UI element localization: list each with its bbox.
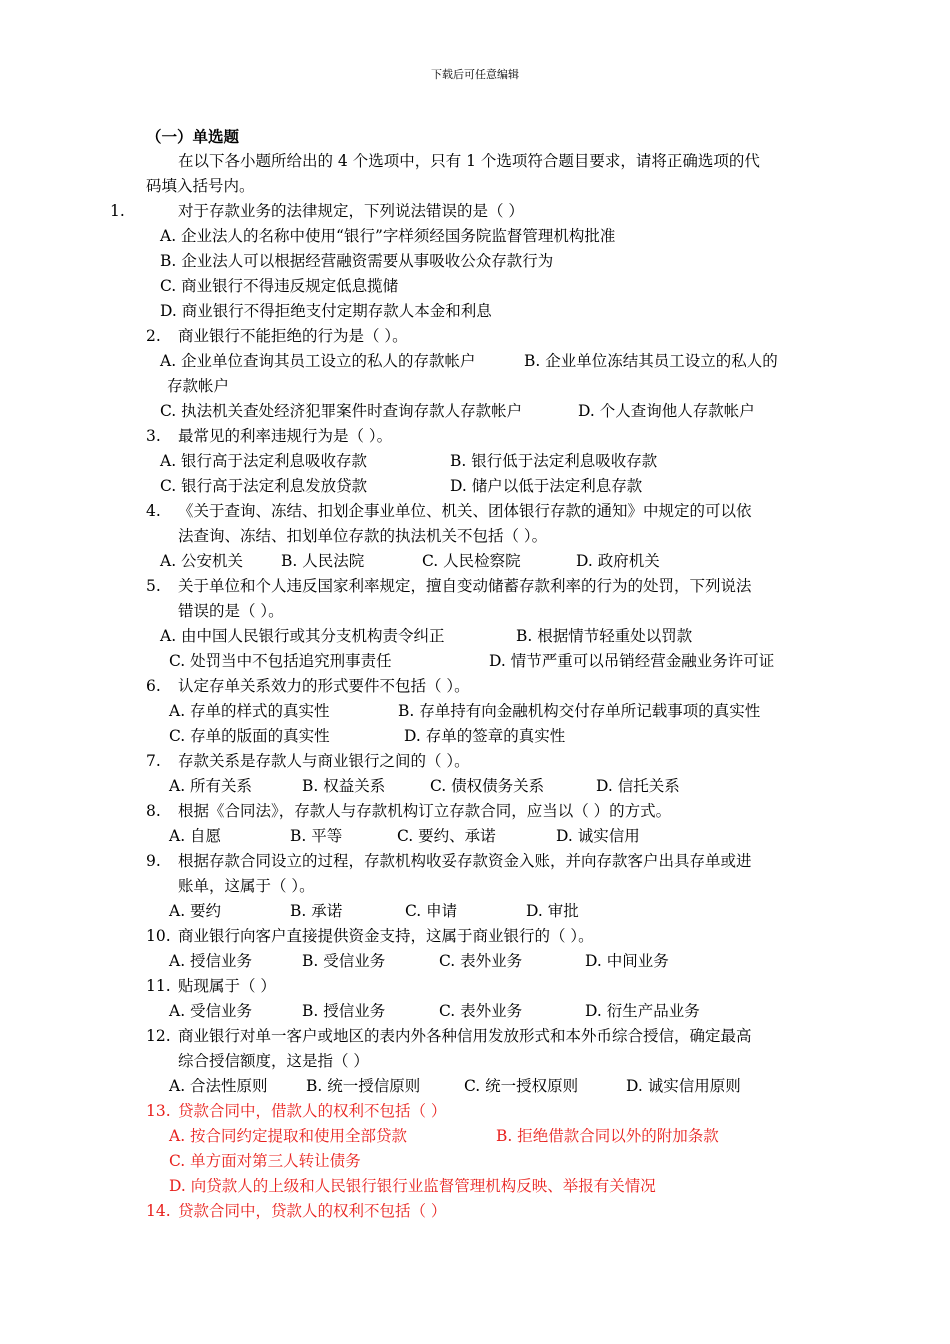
question-number: 4. (146, 502, 161, 520)
question-text: 对于存款业务的法律规定，下列说法错误的是（ ） (178, 202, 524, 220)
option: D. 信托关系 (596, 777, 680, 795)
option: B. 银行低于法定利息吸收存款 (450, 452, 658, 470)
option: D. 个人查询他人存款帐户 (578, 402, 755, 420)
question-text: 贷款合同中，贷款人的权利不包括（ ） (178, 1202, 447, 1220)
option: D. 商业银行不得拒绝支付定期存款人本金和利息 (160, 302, 492, 320)
option: D. 向贷款人的上级和人民银行银行业监督管理机构反映、举报有关情况 (169, 1177, 656, 1195)
option: B. 统一授信原则 (306, 1077, 421, 1095)
question-text: 商业银行向客户直接提供资金支持，这属于商业银行的（ ）。 (178, 927, 594, 945)
option: B. 受信业务 (302, 952, 386, 970)
option: D. 诚实信用 (556, 827, 640, 845)
question-text: 关于单位和个人违反国家利率规定，擅自变动储蓄存款利率的行为的处罚，下列说法 (178, 577, 752, 595)
option: B. 企业单位冻结其员工设立的私人的 (524, 352, 778, 370)
question-number: 2. (146, 327, 161, 345)
question-text: 法查询、冻结、扣划单位存款的执法机关不包括（ ）。 (178, 527, 548, 545)
option: A. 企业法人的名称中使用“银行”字样须经国务院监督管理机构批准 (160, 227, 616, 245)
option: C. 人民检察院 (422, 552, 521, 570)
option: C. 债权债务关系 (430, 777, 545, 795)
option: A. 按合同约定提取和使用全部贷款 (169, 1127, 408, 1145)
option: C. 申请 (405, 902, 458, 920)
question-number: 1. (110, 202, 125, 220)
question-number: 10. (146, 927, 171, 945)
option: D. 情节严重可以吊销经营金融业务许可证 (489, 652, 775, 670)
option: B. 拒绝借款合同以外的附加条款 (496, 1127, 719, 1145)
option: B. 人民法院 (281, 552, 365, 570)
question-text: 存款关系是存款人与商业银行之间的（ ）。 (178, 752, 470, 770)
option: D. 诚实信用原则 (626, 1077, 741, 1095)
question-number: 13. (146, 1102, 171, 1120)
option: C. 表外业务 (439, 952, 523, 970)
option: B. 承诺 (290, 902, 343, 920)
section-title: （一）单选题 (146, 127, 240, 146)
question-text: 综合授信额度，这是指（ ） (178, 1052, 369, 1070)
question-number: 11. (146, 977, 171, 995)
option: C. 单方面对第三人转让债务 (169, 1152, 361, 1170)
option: B. 授信业务 (302, 1002, 386, 1020)
option: B. 平等 (290, 827, 343, 845)
option: A. 自愿 (169, 827, 222, 845)
question-number: 9. (146, 852, 161, 870)
intro-line-1: 在以下各小题所给出的 4 个选项中，只有 1 个选项符合题目要求，请将正确选项的代 (178, 152, 760, 170)
question-number: 3. (146, 427, 161, 445)
option: D. 存单的签章的真实性 (404, 727, 566, 745)
question-number: 14. (146, 1202, 171, 1220)
option: C. 执法机关查处经济犯罪案件时查询存款人存款帐户 (160, 402, 523, 420)
option: C. 统一授权原则 (464, 1077, 579, 1095)
option: C. 要约、承诺 (397, 827, 496, 845)
question-number: 5. (146, 577, 161, 595)
option: D. 审批 (526, 902, 579, 920)
question-number: 7. (146, 752, 161, 770)
option: C. 银行高于法定利息发放贷款 (160, 477, 368, 495)
option: A. 合法性原则 (169, 1077, 268, 1095)
option: B. 存单持有向金融机构交付存单所记载事项的真实性 (398, 702, 761, 720)
question-number: 12. (146, 1027, 171, 1045)
question-number: 8. (146, 802, 161, 820)
question-text: 贷款合同中，借款人的权利不包括（ ） (178, 1102, 447, 1120)
question-text: 错误的是（ ）。 (178, 602, 284, 620)
option: A. 存单的样式的真实性 (169, 702, 330, 720)
option: D. 政府机关 (576, 552, 660, 570)
option: A. 由中国人民银行或其分支机构责令纠正 (160, 627, 445, 645)
question-text: 商业银行对单一客户或地区的表内外各种信用发放形式和本外币综合授信，确定最高 (178, 1027, 752, 1045)
question-text: 商业银行不能拒绝的行为是（ ）。 (178, 327, 408, 345)
option: C. 商业银行不得违反规定低息揽储 (160, 277, 399, 295)
option: A. 所有关系 (169, 777, 253, 795)
question-text: 《关于查询、冻结、扣划企事业单位、机关、团体银行存款的通知》中规定的可以依 (178, 502, 752, 520)
option: A. 公安机关 (160, 552, 244, 570)
option: C. 处罚当中不包括追究刑事责任 (169, 652, 392, 670)
option: A. 受信业务 (169, 1002, 253, 1020)
option: A. 银行高于法定利息吸收存款 (160, 452, 368, 470)
option: B. 权益关系 (302, 777, 386, 795)
option: B. 企业法人可以根据经营融资需要从事吸收公众存款行为 (160, 252, 554, 270)
option-continuation: 存款帐户 (167, 377, 230, 395)
option: C. 表外业务 (439, 1002, 523, 1020)
question-text: 贴现属于（ ） (178, 977, 276, 995)
option: C. 存单的版面的真实性 (169, 727, 330, 745)
question-text: 根据存款合同设立的过程，存款机构收妥存款资金入账，并向存款客户出具存单或进 (178, 852, 752, 870)
intro-line-2: 码填入括号内。 (146, 177, 255, 195)
question-number: 6. (146, 677, 161, 695)
option: B. 根据情节轻重处以罚款 (516, 627, 693, 645)
option: A. 授信业务 (169, 952, 253, 970)
question-text: 认定存单关系效力的形式要件不包括（ ）。 (178, 677, 470, 695)
page-header: 下载后可任意编辑 (431, 68, 519, 81)
option: A. 企业单位查询其员工设立的私人的存款帐户 (160, 352, 476, 370)
option: D. 中间业务 (585, 952, 669, 970)
question-text: 最常见的利率违规行为是（ ）。 (178, 427, 393, 445)
question-text: 账单，这属于（ ）。 (178, 877, 315, 895)
option: A. 要约 (169, 902, 222, 920)
option: D. 衍生产品业务 (585, 1002, 700, 1020)
option: D. 储户以低于法定利息存款 (450, 477, 643, 495)
question-text: 根据《合同法》，存款人与存款机构订立存款合同，应当以（ ）的方式。 (178, 802, 672, 820)
